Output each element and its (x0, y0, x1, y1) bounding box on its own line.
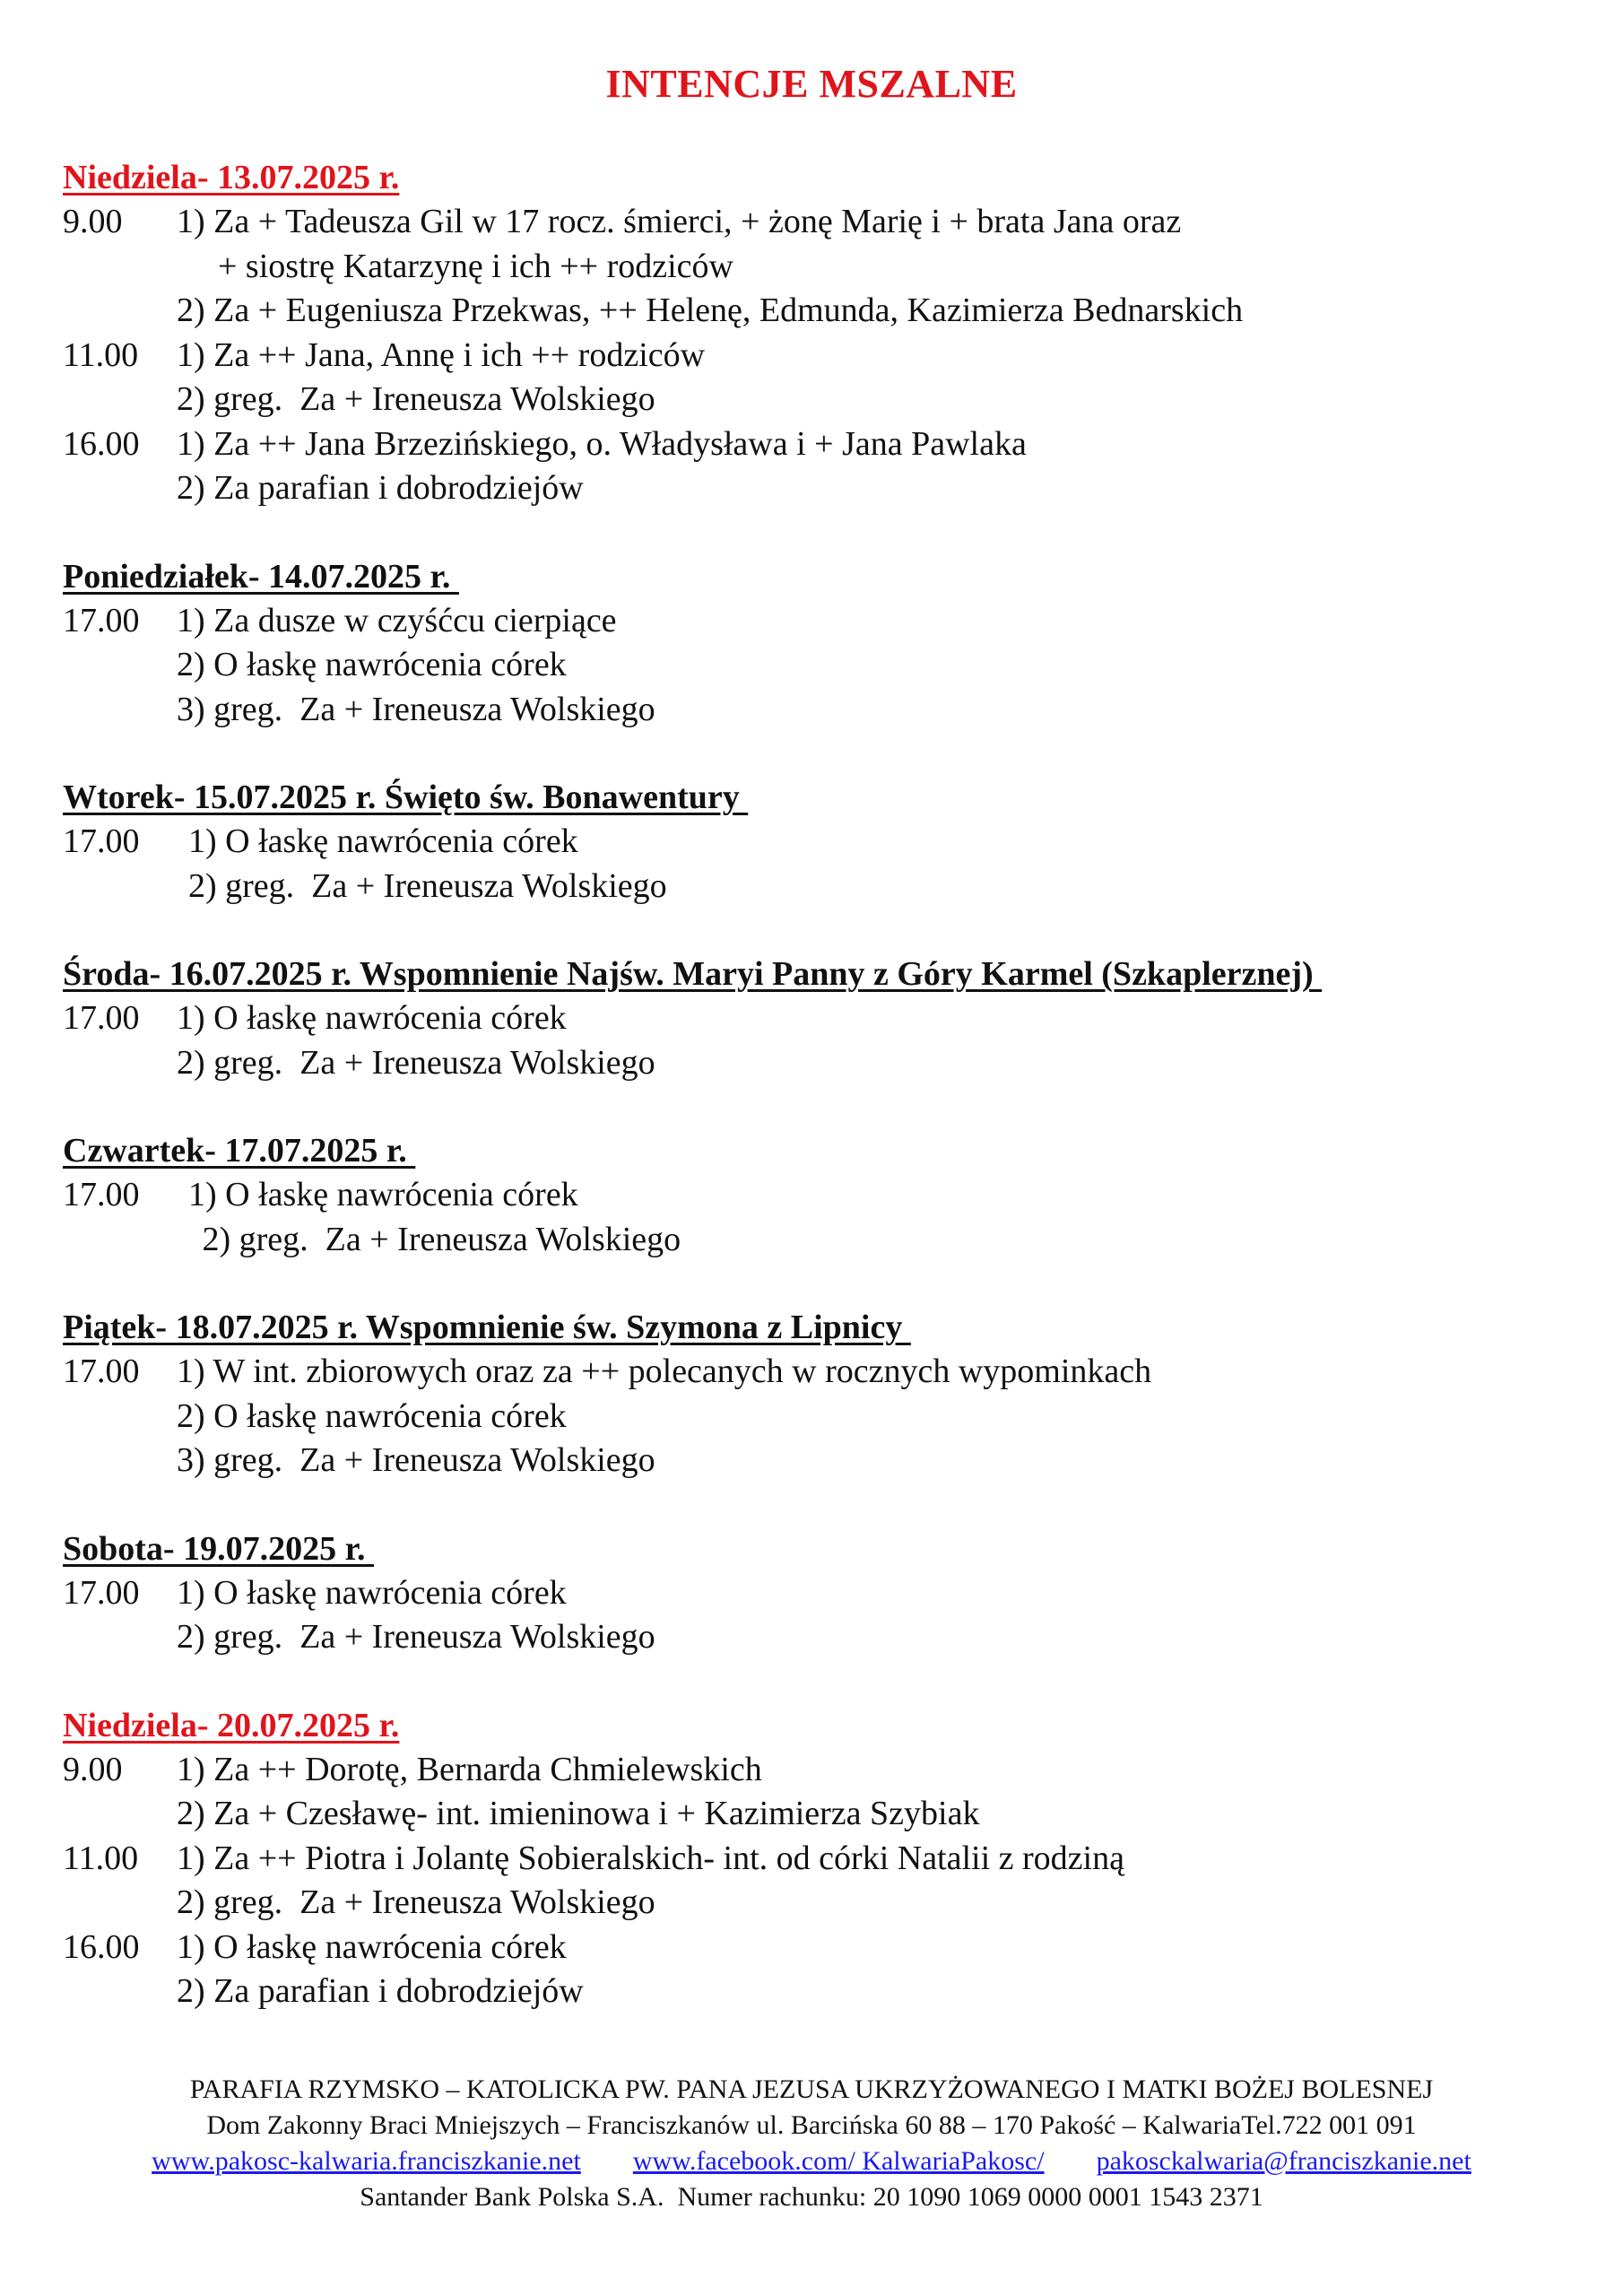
intention-text: 2) Za + Czesławę- int. imieninowa i + Kazimierza Szybiak (177, 1795, 980, 1832)
intention-text: 1) O łaskę nawrócenia córek (188, 822, 578, 860)
intention-line (63, 1439, 1587, 1483)
mass-time: 9.00 (63, 1750, 123, 1788)
intention-text: 1) Za ++ Piotra i Jolantę Sobieralskich- int. od córki Natalii z rodziną (177, 1839, 1124, 1877)
intention-text: 1) Za ++ Jana, Annę i ich ++ rodziców (177, 335, 706, 374)
intention-text: 1) Za dusze w czyśćcu cierpiące (177, 601, 617, 639)
footer-links (0, 2144, 1623, 2179)
mass-time: 16.00 (63, 424, 140, 463)
intention-line (63, 422, 1587, 467)
intention-text: 1) Za ++ Jana Brzezińskiego, o. Władysława i + Jana Pawlaka (177, 424, 1027, 463)
intention-line (63, 1571, 1587, 1616)
intention-line (63, 1218, 1587, 1263)
website-link[interactable]: www.pakosc-kalwaria.franciszkanie.net (152, 2146, 581, 2176)
intention-text: + siostrę Katarzynę i ich ++ rodziców (218, 247, 733, 285)
mass-time: 17.00 (63, 601, 140, 639)
intention-text: 2) Za + Eugeniusza Przekwas, ++ Helenę, Edmunda, Kazimierza Bednarskich (177, 291, 1244, 329)
intention-text: 1) W int. zbiorowych oraz za ++ polecanych w rocznych wypominkach (177, 1352, 1152, 1390)
intention-line (63, 643, 1587, 688)
mass-time: 17.00 (63, 1176, 140, 1213)
intention-line (63, 1395, 1587, 1439)
intention-text: 2) greg. Za + Ireneusza Wolskiego (177, 1618, 655, 1656)
intention-line (63, 378, 1587, 422)
mass-time: 17.00 (63, 999, 140, 1037)
intention-line (63, 1350, 1587, 1395)
mass-time: 11.00 (63, 335, 139, 374)
intention-line (63, 334, 1587, 378)
intention-text: 1) Za + Tadeusza Gil w 17 rocz. śmierci, + żonę Marię i + brata Jana oraz (177, 203, 1182, 240)
footer-address: Dom Zakonny Braci Mniejszych – Franciszkanów ul. Barcińska 60 88 – 170 Pakość – KalwariaTel.722 001 091 (206, 2110, 1417, 2140)
day-heading: Piątek- 18.07.2025 r. Wspomnienie św. Szymona z Lipnicy (63, 1309, 911, 1346)
mass-time: 17.00 (63, 1573, 140, 1612)
facebook-link[interactable]: www.facebook.com/ KalwariaPakosc/ (632, 2146, 1045, 2176)
intention-line (63, 1926, 1587, 1970)
day-heading: Sobota- 19.07.2025 r. (63, 1529, 374, 1568)
mass-time: 17.00 (63, 822, 140, 860)
day-section (63, 156, 1587, 511)
day-section (63, 1704, 1587, 2014)
day-heading: Czwartek- 17.07.2025 r. (63, 1132, 416, 1170)
intention-line (63, 1792, 1587, 1837)
intention-text: 2) greg. Za + Ireneusza Wolskiego (177, 1043, 655, 1082)
intention-text: 1) O łaskę nawrócenia córek (177, 1927, 567, 1966)
intention-text: 2) greg. Za + Ireneusza Wolskiego (194, 1220, 681, 1258)
intention-text: 1) O łaskę nawrócenia córek (188, 1176, 578, 1213)
intention-text: 1) O łaskę nawrócenia córek (177, 999, 567, 1037)
intention-line (63, 1173, 1587, 1218)
intention-line (63, 466, 1587, 511)
intention-text: 2) greg. Za + Ireneusza Wolskiego (188, 866, 667, 905)
intention-line (63, 688, 1587, 733)
page-title: INTENCJE MSZALNE (605, 62, 1018, 106)
intention-text: 3) greg. Za + Ireneusza Wolskiego (177, 690, 655, 728)
intention-line (63, 245, 1587, 290)
mass-time: 16.00 (63, 1927, 140, 1966)
day-heading: Środa- 16.07.2025 r. Wspomnienie Najśw. Maryi Panny z Góry Karmel (Szkaplerznej) (63, 955, 1323, 993)
intention-text: 2) Za parafian i dobrodziejów (177, 1972, 584, 2010)
mass-time: 9.00 (63, 203, 123, 240)
intention-text: 2) greg. Za + Ireneusza Wolskiego (177, 1883, 655, 1921)
day-heading: Wtorek- 15.07.2025 r. Święto św. Bonawentury (63, 778, 749, 816)
intention-text: 2) O łaskę nawrócenia córek (177, 646, 567, 683)
intention-line (63, 1837, 1587, 1882)
intention-line (63, 1615, 1587, 1660)
day-heading: Niedziela- 13.07.2025 r. (63, 159, 400, 196)
day-heading: Poniedziałek- 14.07.2025 r. (63, 557, 459, 596)
footer-bank-account: Santander Bank Polska S.A. Numer rachunku: 20 1090 1069 0000 0001 1543 2371 (360, 2182, 1263, 2212)
intention-line (63, 599, 1587, 644)
intention-line (63, 1748, 1587, 1793)
intention-text: 2) O łaskę nawrócenia córek (177, 1396, 567, 1435)
intentions-list (63, 156, 1587, 2058)
day-section (63, 952, 1587, 1085)
day-section (63, 1306, 1587, 1483)
intention-line (63, 200, 1587, 245)
intention-text: 2) greg. Za + Ireneusza Wolskiego (177, 380, 655, 418)
day-section (63, 776, 1587, 909)
intention-line (63, 1041, 1587, 1086)
intention-text: 1) Za ++ Dorotę, Bernarda Chmielewskich (177, 1750, 762, 1788)
intention-line (63, 820, 1587, 865)
intention-text: 3) greg. Za + Ireneusza Wolskiego (177, 1441, 655, 1479)
intention-line (63, 996, 1587, 1041)
footer (0, 2072, 1623, 2215)
footer-parish-name: PARAFIA RZYMSKO – KATOLICKA PW. PANA JEZUSA UKRZYŻOWANEGO I MATKI BOŻEJ BOLESNEJ (189, 2074, 1434, 2104)
day-section (63, 1129, 1587, 1262)
intention-line (63, 1970, 1587, 2014)
intention-line (63, 1881, 1587, 1926)
day-heading: Niedziela- 20.07.2025 r. (63, 1706, 400, 1744)
day-section (63, 1527, 1587, 1660)
intention-line (63, 289, 1587, 334)
mass-time: 17.00 (63, 1352, 140, 1390)
mass-time: 11.00 (63, 1839, 139, 1877)
intention-text: 2) Za parafian i dobrodziejów (177, 469, 584, 507)
email-link[interactable]: pakosckalwaria@franciszkanie.net (1096, 2146, 1471, 2176)
intention-line (63, 865, 1587, 909)
day-section (63, 555, 1587, 733)
intention-text: 1) O łaskę nawrócenia córek (177, 1573, 567, 1612)
